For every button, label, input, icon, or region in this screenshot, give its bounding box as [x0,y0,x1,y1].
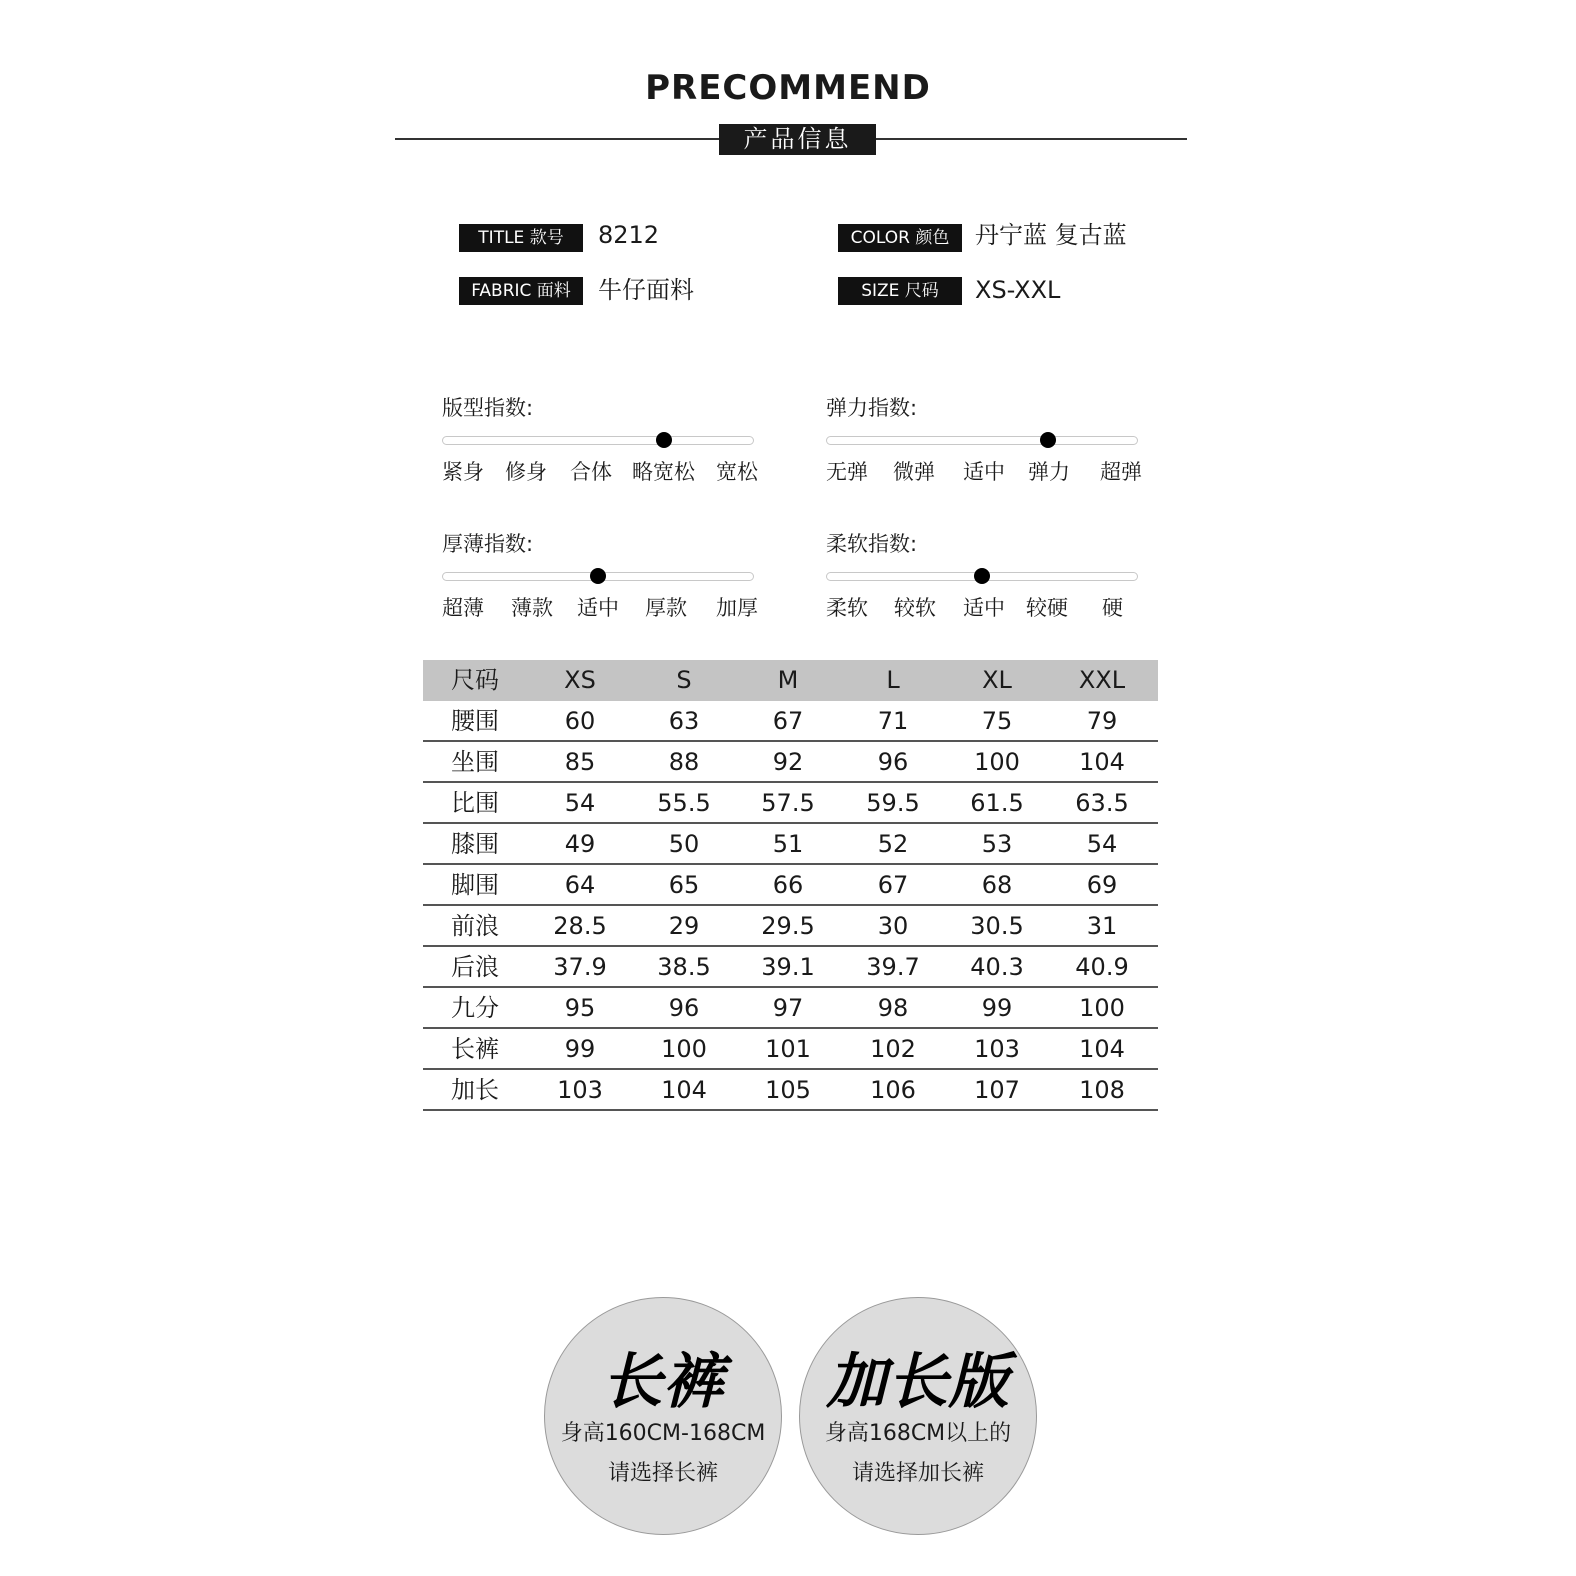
table-cell: 101 [765,1035,811,1063]
gauge-label: 薄款 [511,596,553,620]
table-header-cell: XL [982,666,1012,694]
gauge-label: 较硬 [1026,596,1068,620]
table-row [423,947,1158,988]
gauge-track [442,436,754,445]
table-header-cell: M [777,666,799,694]
table-cell: 88 [668,748,700,776]
table-cell: 99 [564,1035,596,1063]
table-cell: 31 [1086,912,1118,940]
gauge-marker [656,432,672,448]
table-cell: 51 [772,830,804,858]
table-cell: 68 [981,871,1013,899]
gauge-label: 超弹 [1100,460,1142,484]
table-cell: 39.1 [761,953,815,981]
table-cell: 107 [974,1076,1020,1104]
table-cell: 103 [974,1035,1020,1063]
gauge-marker [1040,432,1056,448]
gauge-label: 微弹 [893,460,935,484]
table-cell: 104 [1079,1035,1125,1063]
table-cell: 95 [564,994,596,1022]
gauge-label: 紧身 [442,460,484,484]
gauge-label: 弹力 [1028,460,1070,484]
table-header-cell: L [886,666,900,694]
table-cell: 52 [877,830,909,858]
gauge-label: 超薄 [442,596,484,620]
color-tag: COLOR 颜色 [838,224,962,252]
section-badge: 产品信息 [719,124,876,155]
gauge-label: 略宽松 [632,460,695,484]
gauge-title: 厚薄指数: [442,532,534,556]
table-header-cell: S [676,666,692,694]
table-header-cell: XXL [1078,666,1126,694]
gauge-title: 柔软指数: [826,532,918,556]
fabric-tag: FABRIC 面料 [459,277,583,305]
gauge-label: 硬 [1102,596,1123,620]
gauge-track [826,436,1138,445]
table-cell: 71 [877,707,909,735]
table-cell: 40.9 [1075,953,1129,981]
row-label-cell: 九分 [451,994,499,1022]
row-label-cell: 加长 [451,1076,499,1104]
table-cell: 63.5 [1075,789,1129,817]
table-header-cell: 尺码 [451,666,499,694]
row-label-cell: 前浪 [451,912,499,940]
table-row [423,1029,1158,1070]
table-cell: 64 [564,871,596,899]
row-label-cell: 坐围 [451,748,499,776]
softness-index-gauge [826,530,1146,630]
gauge-label: 无弹 [826,460,868,484]
elasticity-index-gauge [826,394,1146,494]
badge-title: 加长版 [826,1347,1010,1417]
table-cell: 38.5 [657,953,711,981]
gauge-marker [974,568,990,584]
table-cell: 79 [1086,707,1118,735]
fit-index-gauge [442,394,762,494]
table-cell: 96 [668,994,700,1022]
table-cell: 49 [564,830,596,858]
table-row [423,906,1158,947]
gauge-label: 较软 [894,596,936,620]
table-cell: 30 [877,912,909,940]
row-label-cell: 长裤 [451,1035,499,1063]
gauge-label: 宽松 [716,460,758,484]
table-cell: 40.3 [970,953,1024,981]
gauge-label: 适中 [963,460,1005,484]
row-label-cell: 脚围 [451,871,499,899]
badge-choice-note: 请选择加长裤 [851,1461,984,1486]
table-cell: 99 [981,994,1013,1022]
table-cell: 29.5 [761,912,815,940]
table-cell: 60 [564,707,596,735]
table-cell: 53 [981,830,1013,858]
table-row [423,824,1158,865]
table-header-cell: XS [564,666,596,694]
table-row [423,783,1158,824]
row-label-cell: 腰围 [451,707,499,735]
gauge-label: 适中 [577,596,619,620]
title-tag: TITLE 款号 [459,224,583,252]
table-cell: 103 [557,1076,603,1104]
table-cell: 104 [661,1076,707,1104]
table-cell: 96 [877,748,909,776]
long-pants-badge [544,1297,782,1535]
table-cell: 100 [1079,994,1125,1022]
gauge-label: 厚款 [645,596,687,620]
table-cell: 37.9 [553,953,607,981]
table-header-row [423,660,1158,701]
row-label-cell: 膝围 [451,830,499,858]
table-cell: 92 [772,748,804,776]
thickness-index-gauge [442,530,762,630]
table-cell: 54 [564,789,596,817]
badge-height-note: 身高160CM-168CM [560,1421,766,1446]
table-cell: 28.5 [553,912,607,940]
table-cell: 67 [877,871,909,899]
table-cell: 63 [668,707,700,735]
row-label-cell: 比围 [451,789,499,817]
fabric-value: 牛仔面料 [598,276,694,304]
table-row [423,701,1158,742]
table-cell: 67 [772,707,804,735]
table-cell: 30.5 [970,912,1024,940]
table-row [423,742,1158,783]
table-cell: 104 [1079,748,1125,776]
gauge-label: 适中 [963,596,1005,620]
extended-length-badge [799,1297,1037,1535]
table-cell: 69 [1086,871,1118,899]
table-cell: 75 [981,707,1013,735]
table-cell: 102 [870,1035,916,1063]
size-tag: SIZE 尺码 [838,277,962,305]
title-value: 8212 [598,221,660,249]
table-cell: 61.5 [970,789,1024,817]
gauge-label: 修身 [505,460,547,484]
gauge-title: 弹力指数: [826,396,918,420]
size-value: XS-XXL [975,276,1061,304]
table-cell: 65 [668,871,700,899]
gauge-marker [590,568,606,584]
table-cell: 100 [661,1035,707,1063]
gauge-label: 柔软 [826,596,868,620]
table-cell: 55.5 [657,789,711,817]
table-cell: 105 [765,1076,811,1104]
table-cell: 50 [668,830,700,858]
table-cell: 97 [772,994,804,1022]
table-row [423,1070,1158,1111]
badge-choice-note: 请选择长裤 [607,1461,718,1486]
page-title: PRECOMMEND [645,68,931,108]
table-cell: 98 [877,994,909,1022]
row-label-cell: 后浪 [451,953,499,981]
badge-title: 长裤 [602,1347,724,1417]
table-cell: 59.5 [866,789,920,817]
gauge-label: 加厚 [716,596,758,620]
gauge-title: 版型指数: [442,396,534,420]
table-row [423,865,1158,906]
table-cell: 85 [564,748,596,776]
gauge-label: 合体 [570,460,612,484]
table-cell: 39.7 [866,953,920,981]
table-cell: 108 [1079,1076,1125,1104]
table-cell: 100 [974,748,1020,776]
table-body [423,701,1158,1111]
table-cell: 66 [772,871,804,899]
table-cell: 106 [870,1076,916,1104]
table-cell: 54 [1086,830,1118,858]
size-table [423,660,1158,1111]
table-cell: 57.5 [761,789,815,817]
table-cell: 29 [668,912,700,940]
table-row [423,988,1158,1029]
color-value: 丹宁蓝 复古蓝 [975,221,1127,249]
badge-height-note: 身高168CM以上的 [824,1421,1012,1446]
